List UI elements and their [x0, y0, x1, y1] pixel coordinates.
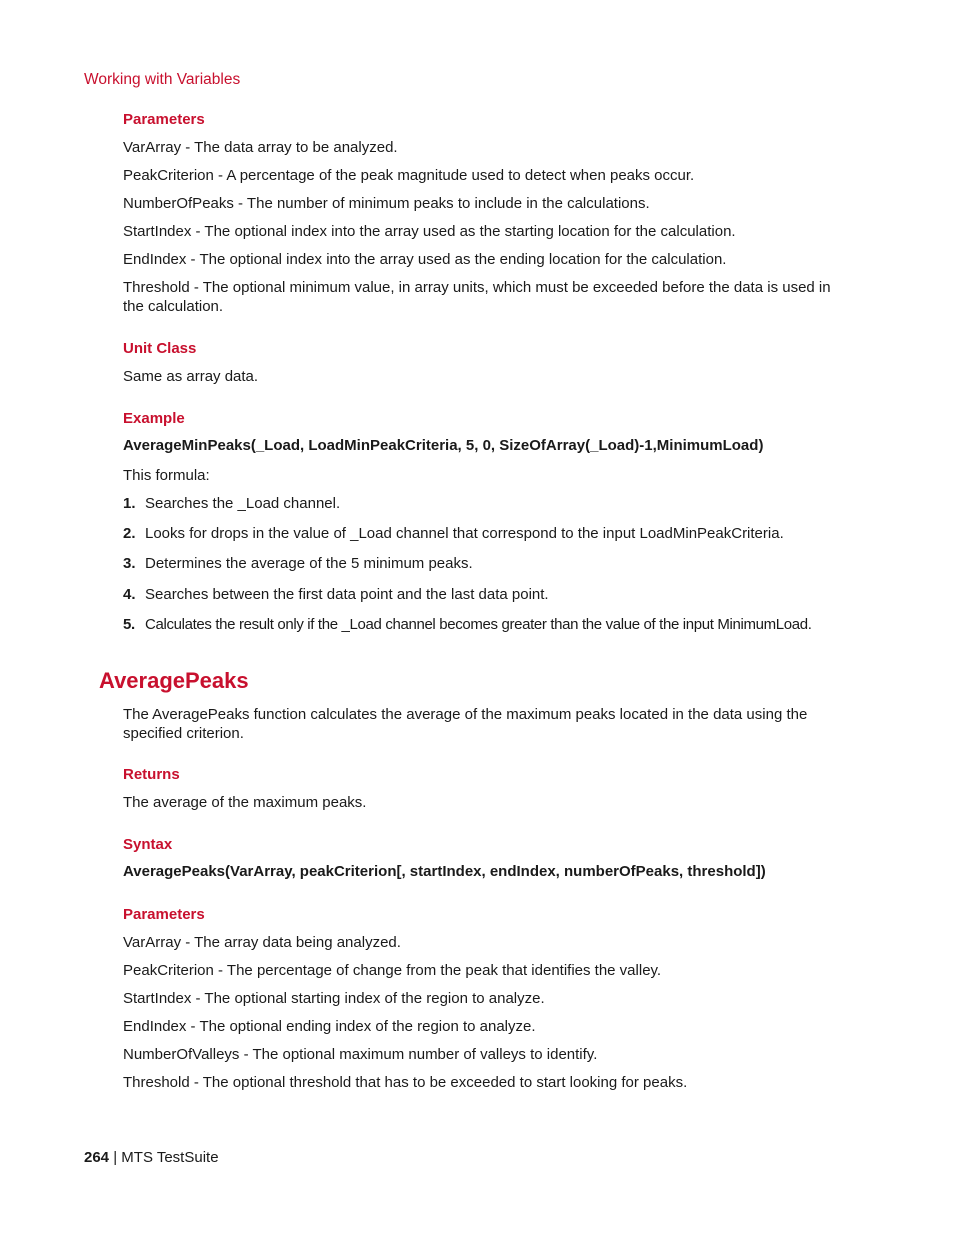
parameter-threshold: Threshold - The optional threshold that has to be exceeded to start looking for peaks.	[123, 1074, 688, 1091]
syntax-text: AveragePeaks(VarArray, peakCriterion[, startIndex, endIndex, numberOfPeaks, threshold])	[123, 863, 766, 880]
parameter-endindex: EndIndex - The optional ending index of the region to analyze.	[123, 1018, 536, 1035]
list-item	[123, 555, 473, 572]
example-heading: Example	[123, 410, 185, 427]
step-text: Searches between the first data point and the last data point.	[145, 586, 549, 603]
step-text: Looks for drops in the value of _Load channel that correspond to the input LoadMinPeakCriteria.	[145, 525, 784, 542]
running-header: Working with Variables	[84, 71, 241, 88]
step-text: Determines the average of the 5 minimum peaks.	[145, 555, 473, 572]
page-number: 264	[84, 1149, 110, 1166]
step-number: 5.	[123, 616, 135, 633]
list-item	[123, 525, 784, 542]
parameters-heading: Parameters	[123, 111, 205, 128]
parameter-threshold: Threshold - The optional minimum value, in array units, which must be exceeded before the data is used in the calculation.	[123, 279, 831, 315]
list-item	[123, 495, 340, 512]
step-text: Searches the _Load channel.	[145, 495, 341, 512]
parameter-startindex: StartIndex - The optional starting index of the region to analyze.	[123, 990, 545, 1007]
step-number: 1.	[123, 495, 136, 512]
returns-heading: Returns	[123, 766, 180, 783]
parameter-vararray: VarArray - The array data being analyzed.	[123, 934, 401, 951]
section-description: The AveragePeaks function calculates the average of the maximum peaks located in the data using the specified criterion.	[123, 706, 808, 742]
list-item	[123, 586, 549, 603]
step-number: 3.	[123, 555, 136, 572]
returns-text: The average of the maximum peaks.	[123, 794, 367, 811]
footer-product: MTS TestSuite	[121, 1149, 219, 1166]
unit-class-text: Same as array data.	[123, 368, 259, 385]
parameter-endindex: EndIndex - The optional index into the array used as the ending location for the calculation.	[123, 251, 727, 268]
parameter-numberofvalleys: NumberOfValleys - The optional maximum number of valleys to identify.	[123, 1046, 598, 1063]
step-number: 2.	[123, 525, 136, 542]
example-formula: AverageMinPeaks(_Load, LoadMinPeakCriteria, 5, 0, SizeOfArray(_Load)-1,MinimumLoad)	[123, 437, 764, 454]
example-intro: This formula:	[123, 467, 210, 484]
list-item	[123, 616, 812, 633]
unit-class-heading: Unit Class	[123, 340, 197, 357]
step-text: Calculates the result only if the _Load channel becomes greater than the value of the input MinimumLoad.	[145, 616, 812, 633]
parameter-startindex: StartIndex - The optional index into the array used as the starting location for the calculation.	[123, 223, 736, 240]
section-title: AveragePeaks	[99, 668, 249, 693]
parameter-peakcriterion: PeakCriterion - A percentage of the peak magnitude used to detect when peaks occur.	[123, 167, 695, 184]
step-number: 4.	[123, 586, 136, 603]
parameter-vararray: VarArray - The data array to be analyzed.	[123, 139, 398, 156]
parameter-peakcriterion: PeakCriterion - The percentage of change from the peak that identifies the valley.	[123, 962, 662, 979]
syntax-heading: Syntax	[123, 836, 173, 853]
parameters-heading: Parameters	[123, 906, 205, 923]
parameter-numberofpeaks: NumberOfPeaks - The number of minimum peaks to include in the calculations.	[123, 195, 650, 212]
footer-separator: |	[113, 1149, 118, 1166]
page-footer	[84, 1149, 219, 1166]
